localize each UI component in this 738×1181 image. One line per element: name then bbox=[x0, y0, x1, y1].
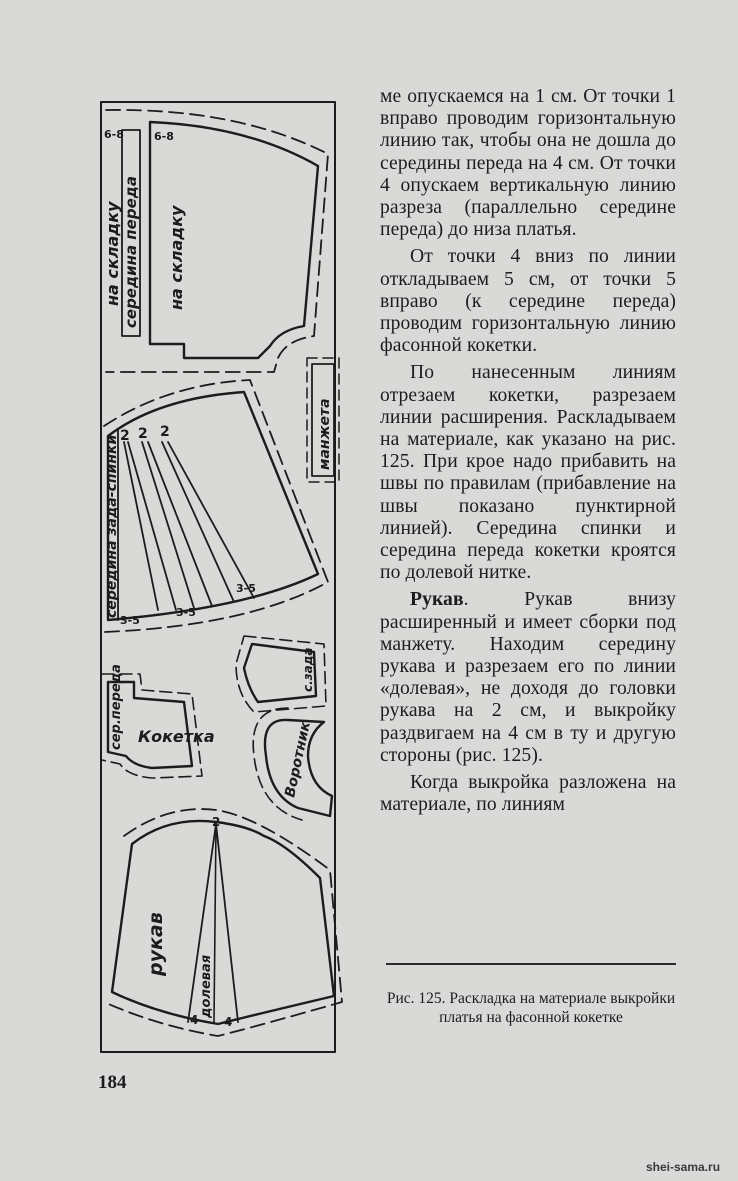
paragraph-4 bbox=[380, 589, 676, 767]
back-center-label: середина зада-спинки bbox=[104, 434, 120, 618]
paragraph-4-text: . Рукав внизу расширенный и имеет сборки под манжету. Находим середину рукава и разрезаем его по линии «долевая», не доходя до головки рукава на 2 см, и выкройку раздвигаем на 4 см в ту и другую стороны (рис. 125). bbox=[380, 589, 676, 766]
paragraph-1: ме опускаемся на 1 см. От точки 1 вправо проводим горизонтальную линию так, чтобы она не дошла до середины переда на 4 см. От точки 4 опускаем вертикальную линию разреза (параллельно середине переда) до низа платья. bbox=[380, 86, 676, 241]
mark-sleeve-2: 2 bbox=[212, 815, 221, 829]
paragraph-2: От точки 4 вниз по линии откладываем 5 см, от точки 5 вправо (к середине переда) проводим горизонтальную линию фасонной кокетки. bbox=[380, 246, 676, 357]
mark-6-8-left: 6-8 bbox=[104, 128, 124, 141]
mark-sleeve-4-a: 4 bbox=[190, 1013, 199, 1027]
pattern-layout-figure bbox=[98, 96, 344, 1056]
mark-sleeve-4-b: 4 bbox=[224, 1015, 233, 1029]
sleeve-keyword: Рукав bbox=[410, 589, 464, 611]
mark-3-5-a: 3-5 bbox=[120, 614, 140, 627]
fold-label-2: на складку bbox=[167, 205, 186, 310]
mark-2-b: 2 bbox=[138, 426, 148, 442]
sleeve-label: рукав bbox=[145, 912, 167, 976]
text-column bbox=[380, 86, 676, 817]
mark-3-5-b: 3-5 bbox=[176, 606, 196, 619]
back-yoke-label: с.зада bbox=[301, 647, 315, 692]
mark-2-c: 2 bbox=[160, 424, 170, 440]
paragraph-5: Когда выкройка разложена на материале, по линиям bbox=[380, 772, 676, 816]
mark-6-8-right: 6-8 bbox=[154, 130, 174, 143]
mark-3-5-c: 3-5 bbox=[236, 582, 256, 595]
page-number: 184 bbox=[98, 1072, 127, 1093]
pattern-layout-drawing bbox=[98, 96, 344, 1056]
grain-label: долевая bbox=[199, 954, 214, 1018]
cuff-label: манжета bbox=[317, 398, 333, 470]
mark-2-a: 2 bbox=[120, 428, 130, 444]
front-center-label: середина переда bbox=[122, 176, 140, 328]
watermark: shei-sama.ru bbox=[646, 1160, 721, 1174]
caption-divider bbox=[386, 963, 676, 965]
figure-caption: Рис. 125. Раскладка на материале выкройки платья на фасонной кокетке bbox=[386, 990, 676, 1026]
paragraph-3: По нанесенным линиям отрезаем кокетки, разрезаем линии расширения. Раскладываем на материале, как указано на рис. 125. При крое надо прибавить на швы по правилам (прибавление на швы показано пунктирной линией). Середина спинки и середина переда кокетки кроятся по долевой нитке. bbox=[380, 362, 676, 584]
fold-label-1: на складку bbox=[103, 201, 122, 306]
front-mid-label: сер.переда bbox=[109, 664, 124, 750]
yoke-label: Кокетка bbox=[138, 727, 215, 746]
collar-label: Воротник bbox=[282, 720, 314, 799]
